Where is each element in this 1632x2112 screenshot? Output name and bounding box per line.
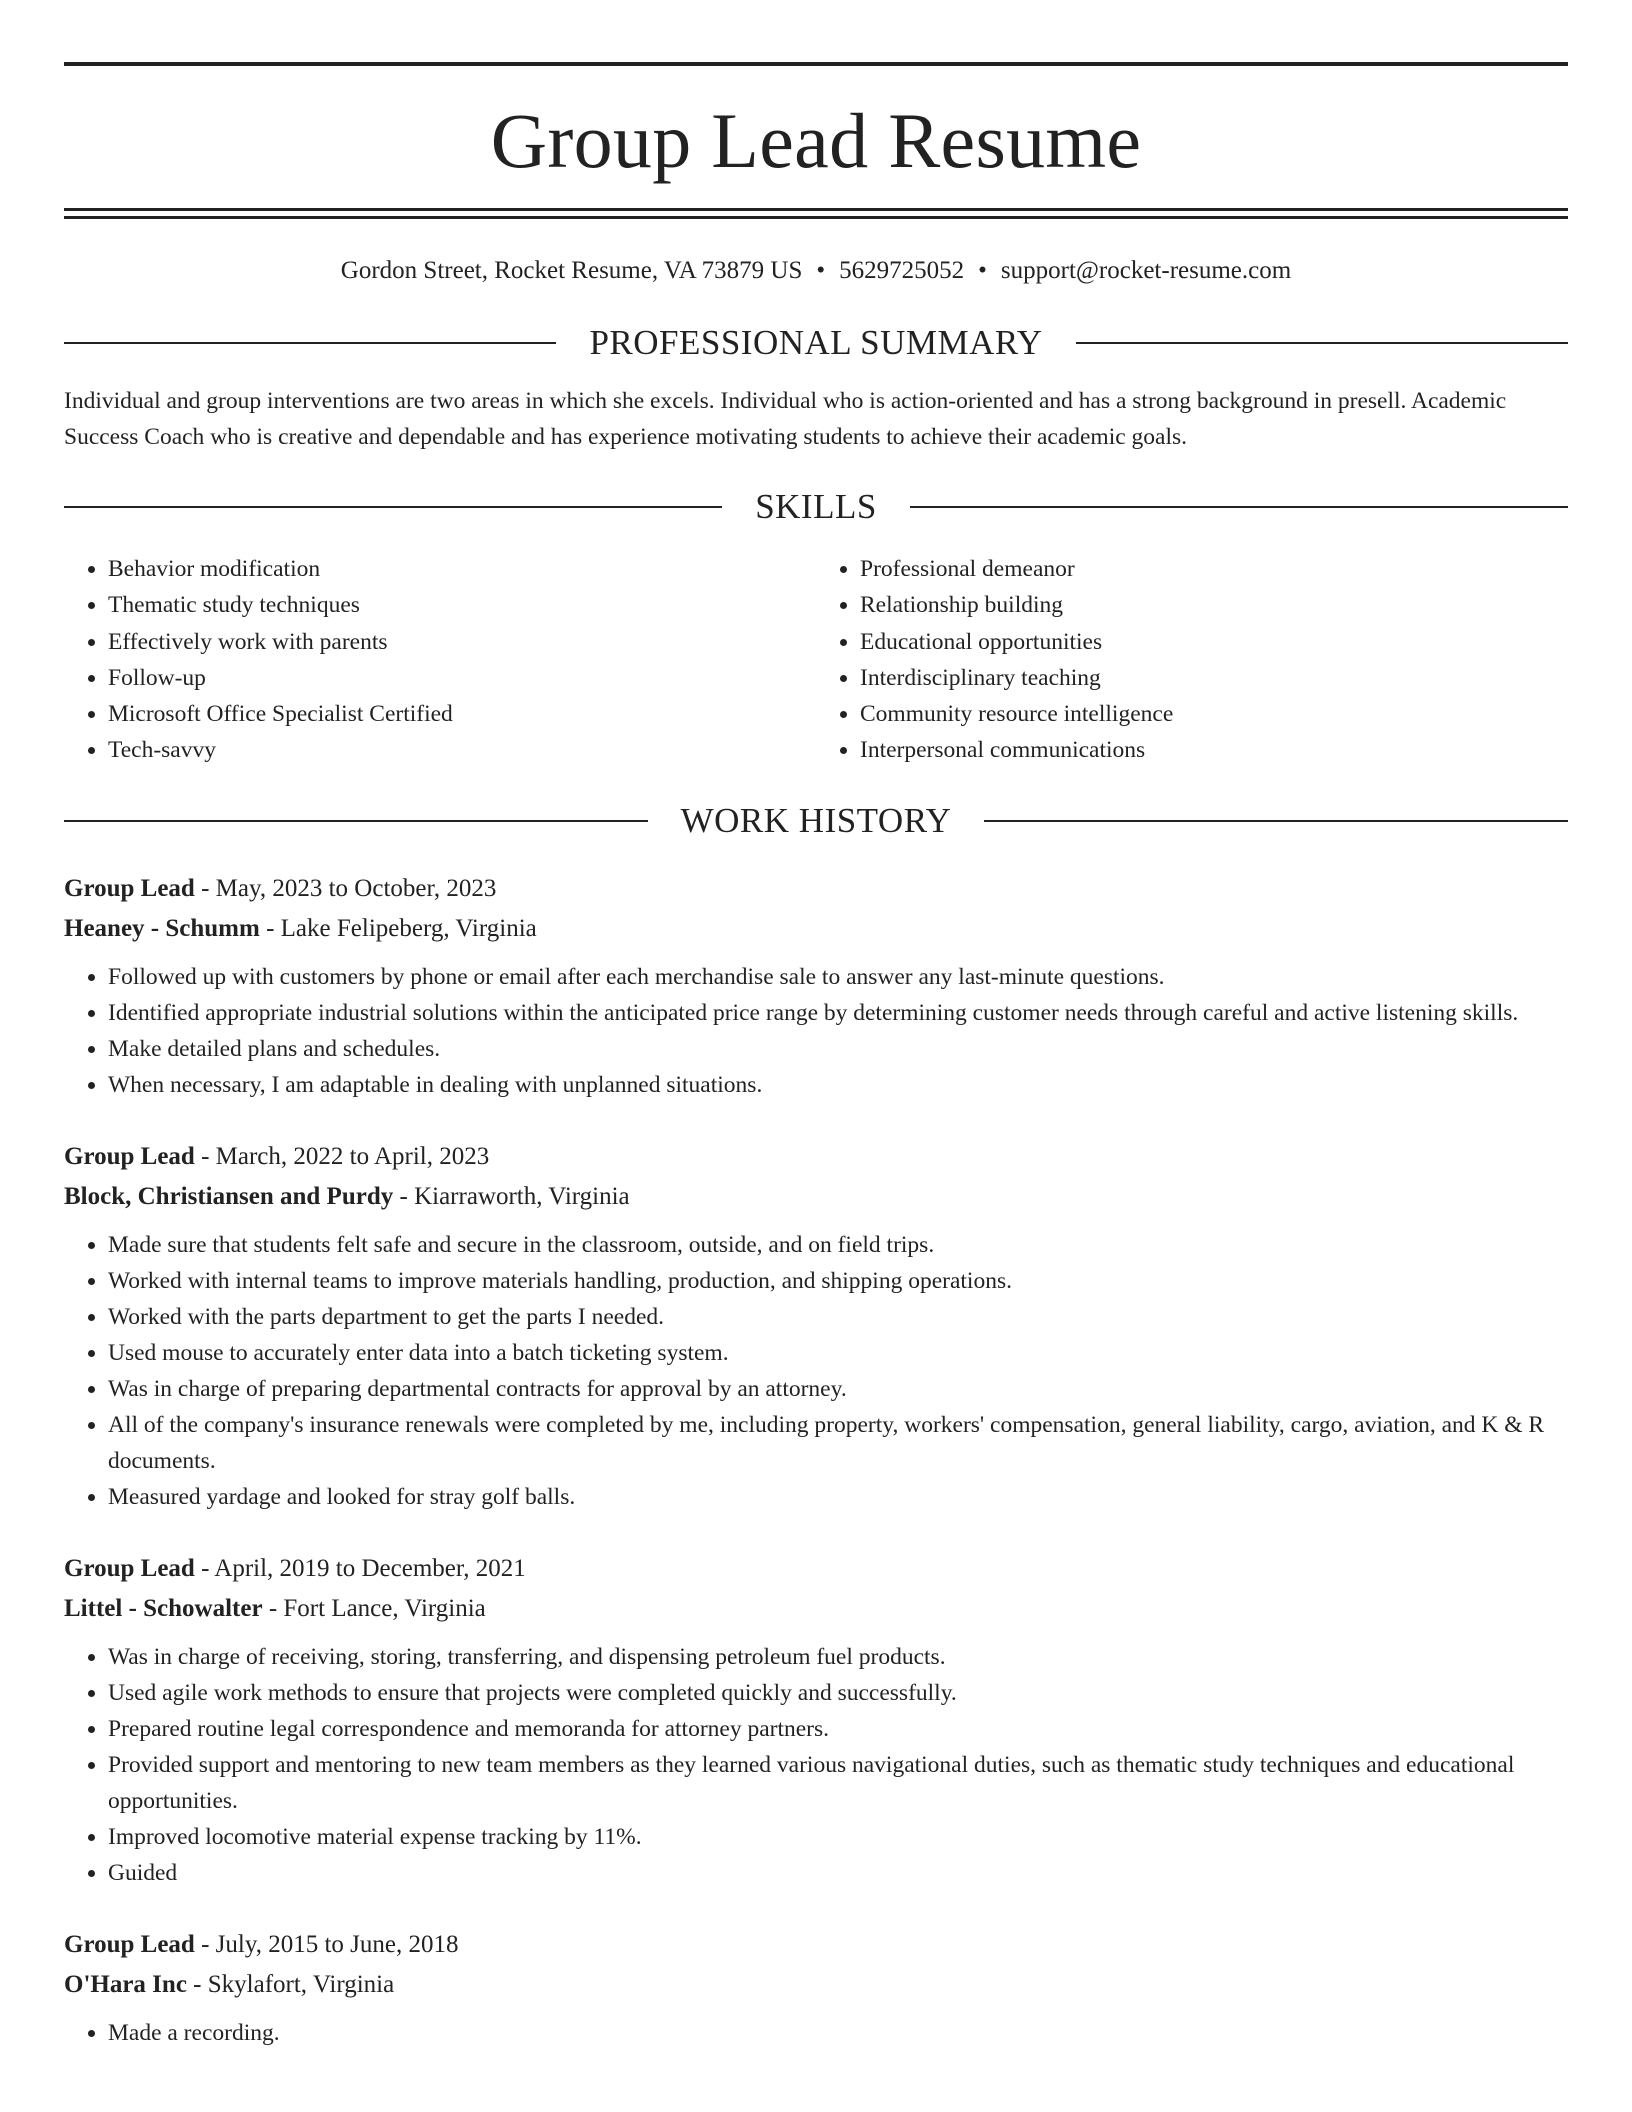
skill-item: • Thematic study techniques <box>108 587 816 623</box>
duty-item: • Guided <box>108 1855 1568 1891</box>
duty-item: • All of the company's insurance renewals were completed by me, including property, workers' compensation, general liability, cargo, aviation, and K & R documents. <box>108 1407 1568 1479</box>
skill-item: • Interpersonal communications <box>860 732 1568 768</box>
job-entry <box>64 1549 1568 1891</box>
top-rule <box>64 62 1568 66</box>
job-company: Heaney - Schumm <box>64 914 260 942</box>
heading-rule-left <box>64 342 556 344</box>
job-duties <box>64 959 1568 1103</box>
skill-item: • Effectively work with parents <box>108 624 816 660</box>
skills-heading-label: SKILLS <box>755 487 877 526</box>
job-duties <box>64 2015 1568 2051</box>
duty-item: • When necessary, I am adaptable in dealing with unplanned situations. <box>108 1067 1568 1103</box>
duty-item: • Was in charge of preparing departmental contracts for approval by an attorney. <box>108 1371 1568 1407</box>
skill-item: • Tech-savvy <box>108 732 816 768</box>
job-location: - Fort Lance, Virginia <box>262 1594 486 1622</box>
resume-title: Group Lead Resume <box>490 97 1142 184</box>
duty-item: • Identified appropriate industrial solutions within the anticipated price range by determining customer needs through careful and active listening skills. <box>108 995 1568 1031</box>
contact-email[interactable]: support@rocket-resume.com <box>1000 257 1292 284</box>
duty-item: • Made sure that students felt safe and secure in the classroom, outside, and on field trips. <box>108 1227 1568 1263</box>
job-duties <box>64 1227 1568 1515</box>
job-dates: - July, 2015 to June, 2018 <box>194 1930 459 1958</box>
duty-item: • Improved locomotive material expense tracking by 11%. <box>108 1819 1568 1855</box>
job-title-line <box>64 1549 1568 1589</box>
duty-item: • Make detailed plans and schedules. <box>108 1031 1568 1067</box>
job-title: Group Lead <box>64 1930 195 1958</box>
duty-item: • Measured yardage and looked for stray golf balls. <box>108 1479 1568 1515</box>
summary-heading-label: PROFESSIONAL SUMMARY <box>589 323 1043 362</box>
duty-item: • Worked with internal teams to improve materials handling, production, and shipping operations. <box>108 1263 1568 1299</box>
skills-heading <box>64 483 1568 531</box>
summary-text: Individual and group interventions are two areas in which she excels. Individual who is action-oriented and has a strong background in presell. Academic Success Coach who is creative and dependable and has experience motivating students to achieve their academic goals. <box>64 388 1507 450</box>
skill-item: • Relationship building <box>860 587 1568 623</box>
job-dates: - March, 2022 to April, 2023 <box>194 1142 490 1170</box>
skills-list-right <box>816 551 1568 769</box>
duty-item: • Prepared routine legal correspondence and memoranda for attorney partners. <box>108 1711 1568 1747</box>
job-title: Group Lead <box>64 1142 195 1170</box>
skills-columns <box>64 551 1568 769</box>
job-location: - Skylafort, Virginia <box>186 1970 395 1998</box>
duty-item: • Provided support and mentoring to new team members as they learned various navigational duties, such as thematic study techniques and educational opportunities. <box>108 1747 1568 1819</box>
job-title-line <box>64 1925 1568 1965</box>
job-title-line <box>64 1137 1568 1177</box>
title-double-rule <box>64 208 1568 219</box>
duty-item: • Was in charge of receiving, storing, transferring, and dispensing petroleum fuel products. <box>108 1639 1568 1675</box>
contact-line <box>64 251 1568 291</box>
duty-item: • Used agile work methods to ensure that projects were completed quickly and successfully. <box>108 1675 1568 1711</box>
job-title: Group Lead <box>64 874 195 902</box>
heading-rule-left <box>64 820 648 822</box>
job-company: Block, Christiansen and Purdy <box>64 1182 394 1210</box>
job-dates: - May, 2023 to October, 2023 <box>194 874 497 902</box>
skill-item: • Professional demeanor <box>860 551 1568 587</box>
job-title: Group Lead <box>64 1554 195 1582</box>
job-company-line <box>64 1965 1568 2005</box>
job-location: - Kiarraworth, Virginia <box>393 1182 630 1210</box>
heading-rule-right <box>984 820 1568 822</box>
work-heading-label: WORK HISTORY <box>680 800 952 840</box>
job-title-line <box>64 869 1568 909</box>
job-company-line <box>64 1177 1568 1217</box>
contact-separator: • <box>816 257 826 284</box>
job-company: Littel - Schowalter <box>64 1594 263 1622</box>
job-entry <box>64 1137 1568 1515</box>
job-company: O'Hara Inc <box>64 1970 187 1998</box>
duty-item: • Used mouse to accurately enter data into a batch ticketing system. <box>108 1335 1568 1371</box>
skill-item: • Follow-up <box>108 660 816 696</box>
job-entry <box>64 1925 1568 2051</box>
summary-heading <box>64 319 1568 367</box>
skill-item: • Interdisciplinary teaching <box>860 660 1568 696</box>
job-duties <box>64 1639 1568 1891</box>
heading-rule-right <box>910 506 1568 508</box>
skill-item: • Microsoft Office Specialist Certified <box>108 696 816 732</box>
job-entry <box>64 869 1568 1103</box>
contact-separator: • <box>978 257 987 284</box>
skills-list-left <box>64 551 816 769</box>
contact-address: Gordon Street, Rocket Resume, VA 73879 US <box>340 257 803 284</box>
skill-item: • Community resource intelligence <box>860 696 1568 732</box>
job-dates: - April, 2019 to December, 2021 <box>194 1554 526 1582</box>
duty-item: • Worked with the parts department to get the parts I needed. <box>108 1299 1568 1335</box>
job-location: - Lake Felipeberg, Virginia <box>259 914 537 942</box>
job-company-line <box>64 1589 1568 1629</box>
work-heading <box>64 797 1568 845</box>
job-company-line <box>64 909 1568 949</box>
duty-item: • Made a recording. <box>108 2015 1568 2051</box>
duty-item: • Followed up with customers by phone or email after each merchandise sale to answer any last-minute questions. <box>108 959 1568 995</box>
contact-phone[interactable]: 5629725052 <box>839 257 965 284</box>
heading-rule-right <box>1076 342 1568 344</box>
skill-item: • Educational opportunities <box>860 624 1568 660</box>
heading-rule-left <box>64 506 722 508</box>
skill-item: • Behavior modification <box>108 551 816 587</box>
